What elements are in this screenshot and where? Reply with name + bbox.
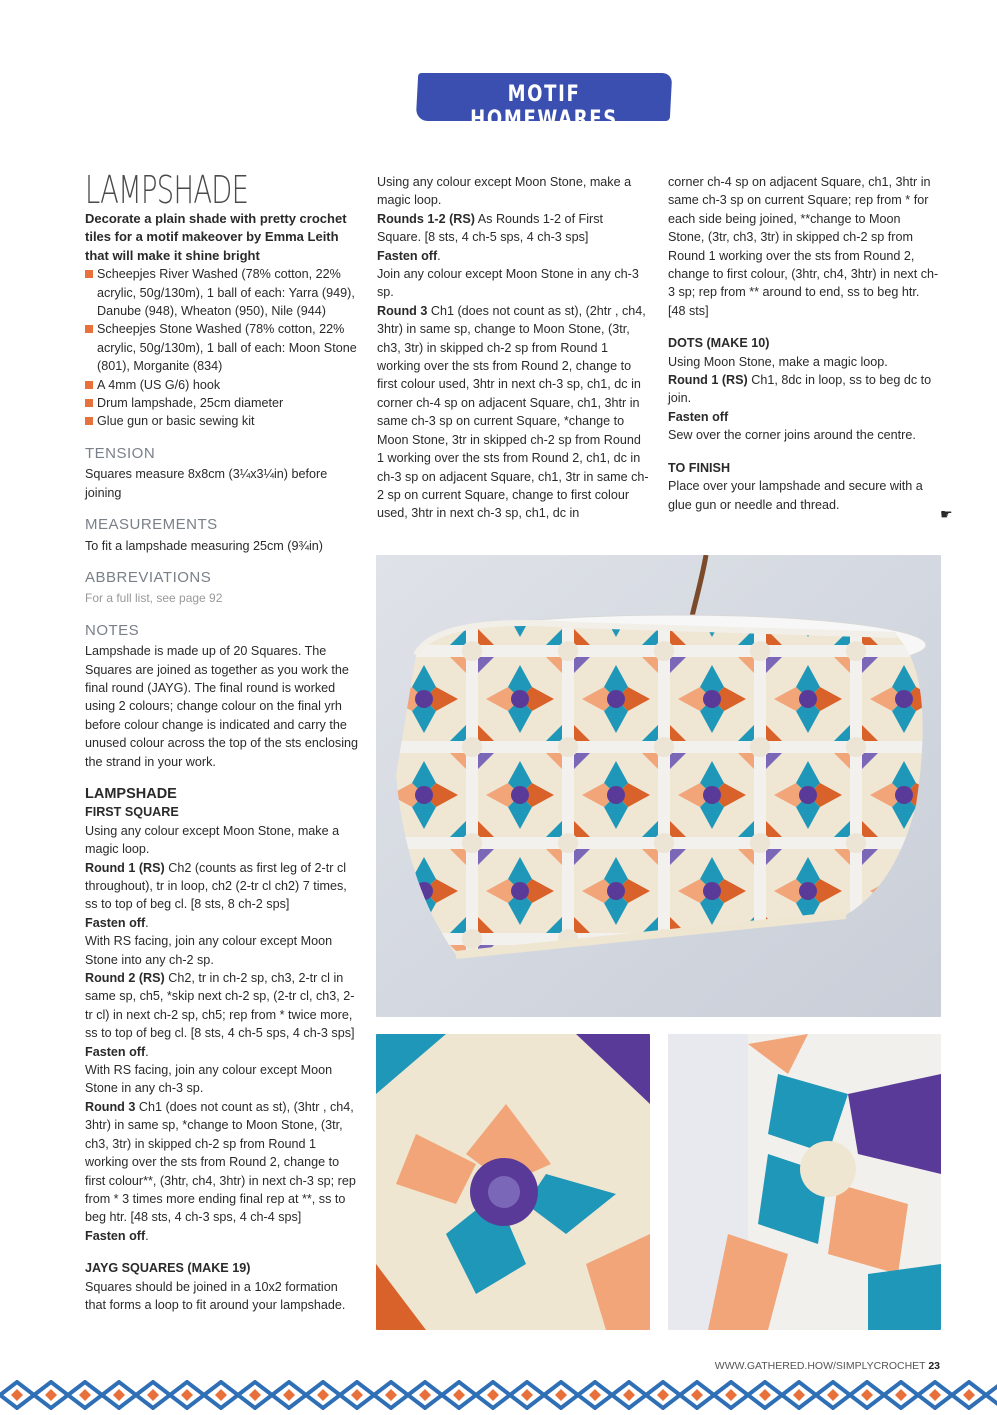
left-column bbox=[85, 170, 361, 1314]
notes-heading: NOTES bbox=[85, 621, 140, 639]
page-number: 23 bbox=[928, 1360, 940, 1372]
first-square-join-2: With RS facing, join any colour except Moon Stone in any ch-3 sp. bbox=[85, 1063, 333, 1096]
measurements-heading: MEASUREMENTS bbox=[85, 516, 218, 534]
bullet-square-icon bbox=[85, 270, 93, 278]
middle-column bbox=[377, 173, 649, 523]
jayg-intro: Squares should be joined in a 10x2 formation that forms a loop to fit around your lampshade. bbox=[85, 1279, 346, 1312]
notes-text: Lampshade is made up of 20 Squares. The Squares are joined as together as you work the final round (JAYG). The final round is worked using 2 colours; change colour on the final yrh before colour change is indicated and carry the unused colour across the top of the sts enclosing the strand in your work. bbox=[85, 644, 359, 769]
detail-photo-right bbox=[668, 1034, 941, 1330]
material-item: Glue gun or basic sewing kit bbox=[85, 412, 361, 430]
first-square-round-2: Round 2 (RS) Ch2, tr in ch-2 sp, ch3, 2-tr cl in same sp, ch5, *skip next ch-2 sp, (2-tr cl, ch3, 2-tr cl) in next ch-2 sp, ch5; rep from * twice more, ss to top of beg cl. [8 sts, 4 ch-5 sps, 4 ch-3 sps] bbox=[85, 971, 355, 1041]
zigzag-pattern-icon bbox=[0, 1380, 997, 1410]
fasten-off-5: Fasten off bbox=[668, 409, 729, 424]
footer bbox=[600, 1360, 940, 1372]
fasten-off-3: Fasten off. bbox=[85, 1228, 149, 1243]
lampshade-photo bbox=[376, 555, 941, 1017]
section-banner-label: MOTIF HOMEWARES bbox=[470, 82, 618, 132]
abbreviations-heading: ABBREVIATIONS bbox=[85, 568, 212, 586]
dots-round-1: Round 1 (RS) Ch1, 8dc in loop, ss to beg dc to join. bbox=[668, 373, 932, 406]
jayg-round-3-cont: corner ch-4 sp on adjacent Square, ch1, 3htr in same ch-3 sp on current Square; rep from * for each side being joined, **change to Moon Stone, (3tr, ch3, 3tr) in skipped ch-2 sp from Round 1 working over the sts from Round 2, change to first colour, (3htr, ch4, 3htr) in next ch-3 sp; rep from ** around to end, ss to beg htr. [48 sts] bbox=[668, 175, 939, 318]
right-column bbox=[668, 173, 940, 514]
dots-sew: Sew over the corner joins around the centre. bbox=[668, 428, 916, 443]
dots-heading: DOTS (MAKE 10) bbox=[668, 336, 770, 351]
finish-heading: TO FINISH bbox=[668, 460, 731, 475]
fasten-off-2: Fasten off. bbox=[85, 1044, 149, 1059]
first-square-round-1: Round 1 (RS) Ch2 (counts as first leg of 2-tr cl throughout), tr in loop, ch2 (2-tr cl ch2) 7 times, ss to top of beg cl. [8 sts, 8 ch-2 sps] bbox=[85, 860, 347, 912]
footer-url: WWW.GATHERED.HOW/SIMPLYCROCHET bbox=[714, 1360, 926, 1372]
finish-text: Place over your lampshade and secure with a glue gun or needle and thread. bbox=[668, 479, 923, 512]
bullet-square-icon bbox=[85, 399, 93, 407]
fasten-off-1: Fasten off. bbox=[85, 915, 149, 930]
first-square-intro: Using any colour except Moon Stone, make a magic loop. bbox=[85, 823, 340, 857]
bullet-square-icon bbox=[85, 417, 93, 425]
bullet-square-icon bbox=[85, 381, 93, 389]
fasten-off-4: Fasten off. bbox=[377, 248, 441, 263]
jayg-round-3: Round 3 Ch1 (does not count as st), (2htr , ch4, 3htr) in same sp, change to Moon Stone, (3tr, ch3, 3tr) in skipped ch-2 sp from Round 1 working over the sts from Round 2, change to first colour used, 3htr in next ch-3 sp, ch1, dc in corner ch-4 sp on adjacent Square, ch1, 3htr in same ch-3 sp on current Square, *change to Moon Stone, 3tr in skipped ch-2 sp from Round 1 working over the sts from Round 2, ch1, dc in ch-3 sp on adjacent Square, ch1, 3tr in same ch-2 sp on current Square, change to first colour used, 3htr in next ch-3 sp, ch1, dc in bbox=[377, 303, 649, 521]
pattern-intro: Decorate a plain shade with pretty crochet tiles for a motif makeover by Emma Leith that will make it shine bright bbox=[85, 211, 347, 263]
material-item: Scheepjes River Washed (78% cotton, 22% acrylic, 50g/130m), 1 ball of each: Yarra (949), Danube (948), Wheaton (950), Nile (944) bbox=[85, 265, 361, 320]
material-item: Drum lampshade, 25cm diameter bbox=[85, 394, 361, 412]
jayg-join: Join any colour except Moon Stone in any ch-3 sp. bbox=[377, 267, 639, 300]
tension-heading: TENSION bbox=[85, 444, 156, 462]
jayg-intro-step: Using any colour except Moon Stone, make a magic loop. bbox=[377, 175, 632, 208]
measurements-text: To fit a lampshade measuring 25cm (9¾in) bbox=[85, 538, 323, 553]
first-square-round-3: Round 3 Ch1 (does not count as st), (3htr , ch4, 3htr) in same sp, *change to Moon Stone, (3tr, ch3, 3tr) in skipped ch-2 sp from Round 1 working over the sts from Round 2, change to first colour**, (3htr, ch4, 3htr) in next ch-3 sp; rep from * 3 times more ending final rep at **, ss to beg htr. [48 sts, 4 ch-3 sps, 4 ch-4 sps] bbox=[85, 1099, 356, 1225]
first-square-heading: FIRST SQUARE bbox=[85, 805, 179, 820]
tension-text: Squares measure 8x8cm (3¼x3¼in) before joining bbox=[85, 467, 328, 500]
pointing-hand-icon: ☛ bbox=[940, 506, 953, 522]
lampshade-heading: LAMPSHADE bbox=[85, 785, 177, 802]
dots-intro: Using Moon Stone, make a magic loop. bbox=[668, 354, 888, 369]
decorative-band bbox=[0, 1380, 997, 1410]
abbreviations-text: For a full list, see page 92 bbox=[85, 591, 223, 606]
detail-photo-left bbox=[376, 1034, 650, 1330]
material-item: Scheepjes Stone Washed (78% cotton, 22% acrylic, 50g/130m), 1 ball of each: Moon Stone (801), Morganite (834) bbox=[85, 320, 361, 375]
first-square-join-1: With RS facing, join any colour except Moon Stone into any ch-2 sp. bbox=[85, 934, 333, 967]
jayg-heading: JAYG SQUARES (MAKE 19) bbox=[85, 1261, 251, 1276]
bullet-square-icon bbox=[85, 325, 93, 333]
detail-illustration-right bbox=[668, 1034, 941, 1330]
pattern-title: LAMPSHADE bbox=[85, 168, 249, 212]
jayg-rounds-1-2: Rounds 1-2 (RS) As Rounds 1-2 of First Square. [8 sts, 4 ch-5 sps, 4 ch-3 sps] bbox=[377, 211, 604, 245]
detail-illustration-left bbox=[376, 1034, 650, 1330]
material-item: A 4mm (US G/6) hook bbox=[85, 376, 361, 394]
lampshade-illustration bbox=[376, 555, 941, 1017]
